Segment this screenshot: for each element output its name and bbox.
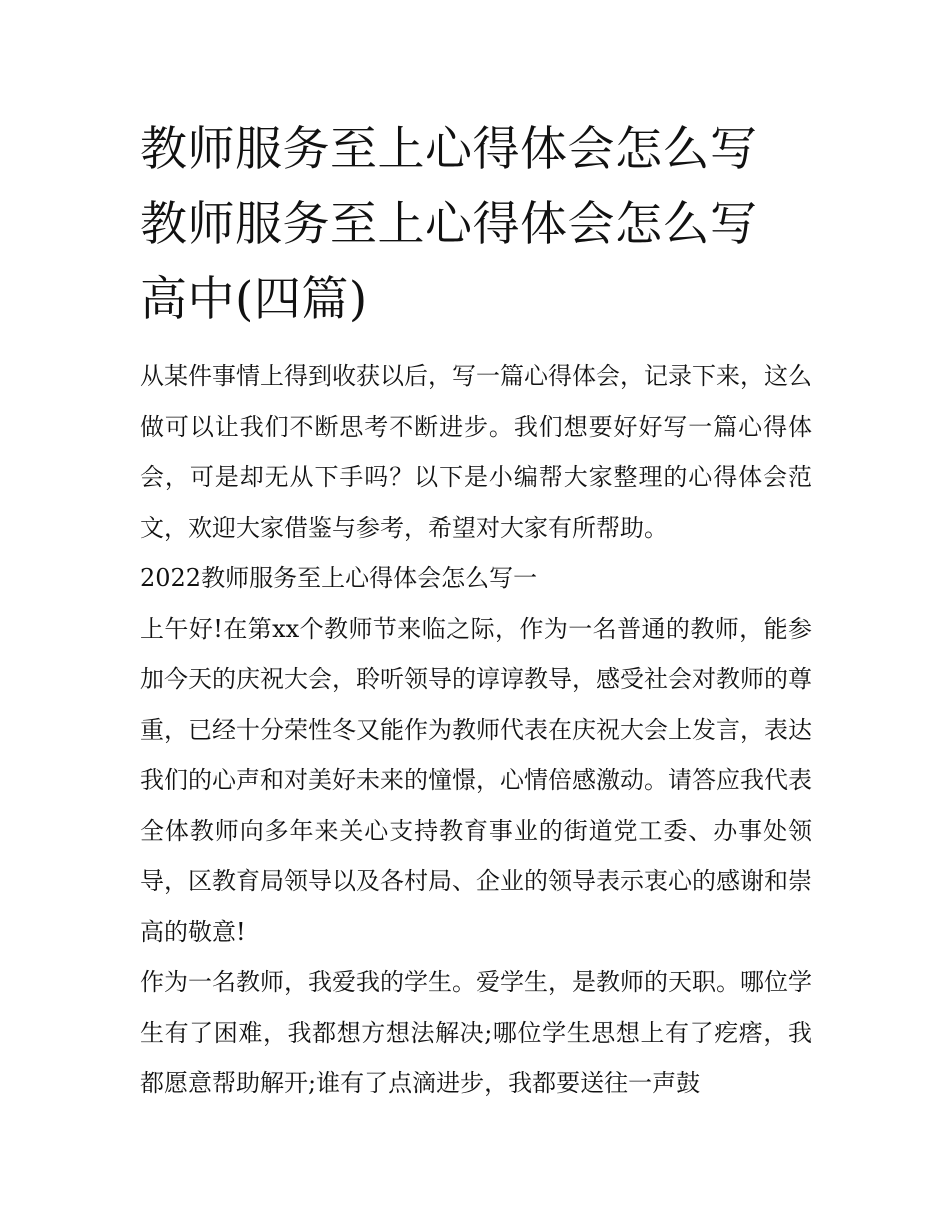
document-body <box>140 351 812 1109</box>
title-line: 教师服务至上心得体会怎么写 <box>140 122 758 177</box>
intro-paragraph: 从某件事情上得到收获以后，写一篇心得体会，记录下来，这么做可以让我们不断思考不断进步。我们想要好好写一篇心得体会，可是却无从下手吗？以下是小编帮大家整理的心得体会范文，欢迎大家借鉴与参考，希望对大家有所帮助。 <box>140 362 812 542</box>
body-paragraph: 作为一名教师，我爱我的学生。爱学生，是教师的天职。哪位学生有了困难，我都想方想法解决;哪位学生思想上有了疙瘩，我都愿意帮助解开;谁有了点滴进步，我都要送往一声鼓 <box>140 968 812 1097</box>
document-content <box>140 112 812 1109</box>
title-line: 教师服务至上心得体会怎么写 <box>140 197 758 252</box>
title-line: 高中(四篇) <box>140 272 368 327</box>
body-paragraph: 上午好!在第xx个教师节来临之际，作为一名普通的教师，能参加今天的庆祝大会，聆听领导的谆谆教导，感受社会对教师的尊重，已经十分荣性冬又能作为教师代表在庆祝大会上发言，表达我们的心声和对美好未来的憧憬，心情倍感激动。请答应我代表全体教师向多年来关心支持教育事业的街道党工委、办事处领导，区教育局领导以及各村局、企业的领导表示衷心的感谢和崇高的敬意! <box>140 614 812 946</box>
document-title <box>140 112 812 337</box>
section-heading: 2022教师服务至上心得体会怎么写一 <box>140 564 538 592</box>
